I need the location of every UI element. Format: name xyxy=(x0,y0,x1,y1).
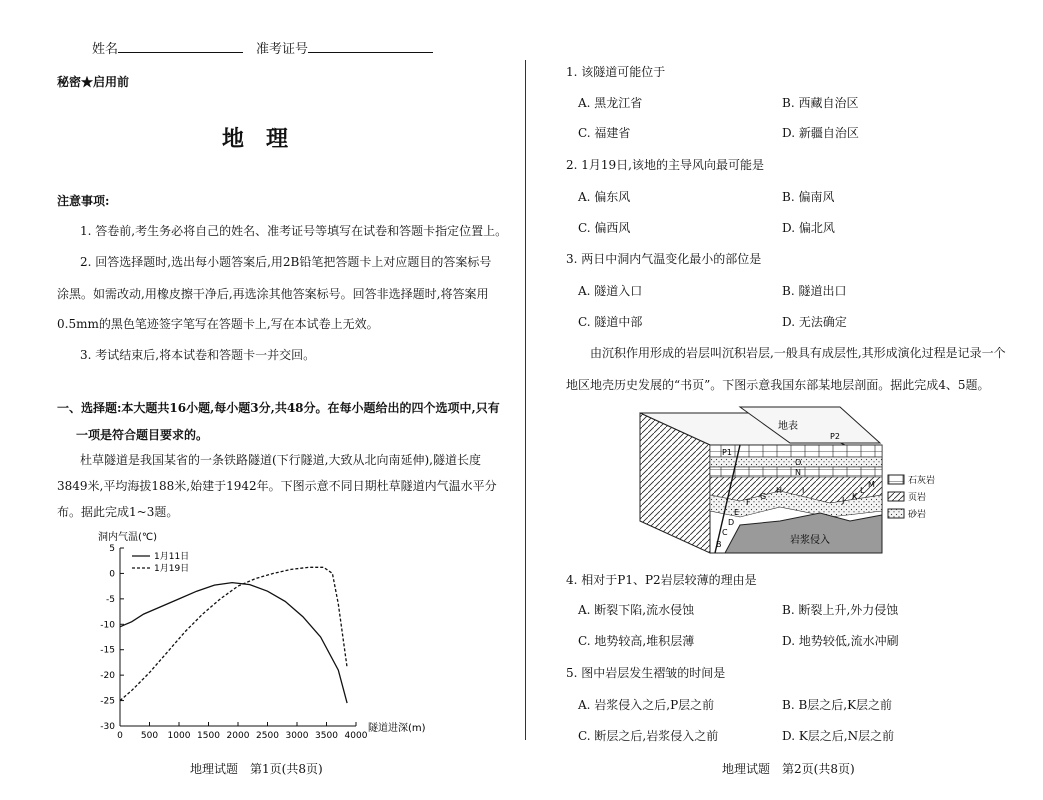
layer-label-c: C xyxy=(722,528,728,537)
y-tick-label: -10 xyxy=(100,620,115,631)
passage-line: 由沉积作用形成的岩层叫沉积岩层,一般具有成层性,其形成演化过程是记录一个 xyxy=(590,346,1006,360)
layer-label-k: K xyxy=(852,492,858,501)
notice-item: 3. 考试结束后,将本试卷和答题卡一并交回。 xyxy=(80,348,316,362)
option: A. 断裂下陷,流水侵蚀 xyxy=(578,603,695,617)
y-tick-label: -25 xyxy=(100,696,115,707)
x-tick-label: 2500 xyxy=(256,731,279,741)
x-tick-label: 0 xyxy=(117,731,123,741)
legend-label: 1月11日 xyxy=(154,552,190,562)
geologic-section-figure xyxy=(630,403,960,568)
option: B. 隧道出口 xyxy=(782,284,847,298)
option: D. 新疆自治区 xyxy=(782,126,859,140)
name-label: 姓名 xyxy=(92,42,119,57)
option: B. 断裂上升,外力侵蚀 xyxy=(782,603,899,617)
layer-label-b: B xyxy=(716,540,722,549)
layer-label-p1: P1 xyxy=(722,448,732,457)
x-tick-label: 1500 xyxy=(197,731,220,741)
y-axis-label: 洞内气温(℃) xyxy=(98,532,158,543)
legend-label: 1月19日 xyxy=(154,564,190,574)
section-heading-cont: 一项是符合题目要求的。 xyxy=(76,428,209,442)
y-tick-label: -30 xyxy=(100,722,115,732)
option: C. 地势较高,堆积层薄 xyxy=(578,634,695,648)
layer-label-e: E xyxy=(734,508,740,517)
layer-label-f: F xyxy=(746,498,751,507)
option: D. 地势较低,流水冲刷 xyxy=(782,634,899,648)
layer-label-g: G xyxy=(760,492,767,501)
layer-label-m: M xyxy=(868,480,875,489)
question-stem: 4. 相对于P1、P2岩层较薄的理由是 xyxy=(566,573,757,587)
x-tick-label: 500 xyxy=(140,731,159,741)
footer-left: 地理试题 第1页(共8页) xyxy=(190,762,323,776)
passage-line: 3849米,平均海拔188米,始建于1942年。下图示意不同日期杜草隧道内气温水平分 xyxy=(57,479,497,493)
magma-label: 岩浆侵入 xyxy=(790,535,830,546)
legend-shale-label: 页岩 xyxy=(908,493,927,503)
option: D. 偏北风 xyxy=(782,221,835,235)
question-stem: 5. 图中岩层发生褶皱的时间是 xyxy=(566,666,726,680)
y-tick-label: -5 xyxy=(106,594,115,605)
name-blank xyxy=(118,40,243,53)
notice-item: 0.5mm的黑色笔迹签字笔写在答题卡上,写在本试卷上无效。 xyxy=(57,317,379,331)
layer-label-p2: P2 xyxy=(830,432,840,441)
option: C. 偏西风 xyxy=(578,221,631,235)
layer-label-j: J xyxy=(842,496,845,505)
secret-mark: 秘密★启用前 xyxy=(57,75,130,89)
layer-p1 xyxy=(710,445,882,457)
option: B. B层之后,K层之前 xyxy=(782,698,893,712)
x-tick-label: 1000 xyxy=(167,731,191,741)
layer-label-l: L xyxy=(860,486,865,495)
legend-limestone-label: 石灰岩 xyxy=(908,476,936,486)
x-axis-label: 隧道进深(m) xyxy=(368,723,426,734)
notice-heading: 注意事项: xyxy=(57,194,110,208)
y-tick-label: -15 xyxy=(100,645,115,656)
notice-item: 涂黑。如需改动,用橡皮擦干净后,再选涂其他答案标号。回答非选择题时,将答案用 xyxy=(57,287,489,301)
question-stem: 2. 1月19日,该地的主导风向最可能是 xyxy=(566,158,764,172)
y-tick-label: 5 xyxy=(109,544,115,554)
footer-right: 地理试题 第2页(共8页) xyxy=(722,762,855,776)
layer-label-n: N xyxy=(795,468,801,477)
layer-label-h: H xyxy=(776,486,783,495)
passage-line: 杜草隧道是我国某省的一条铁路隧道(下行隧道,大致从北向南延伸),隧道长度 xyxy=(80,453,481,467)
layer-label-d: D xyxy=(728,518,735,527)
x-tick-label: 2000 xyxy=(226,731,250,741)
y-tick-label: -20 xyxy=(100,671,115,682)
section-heading: 一、选择题:本大题共16小题,每小题3分,共48分。在每小题给出的四个选项中,只有 xyxy=(57,401,500,415)
exam-no-field xyxy=(256,38,433,57)
option: B. 西藏自治区 xyxy=(782,96,859,110)
series-line-jan11 xyxy=(120,583,347,704)
option: C. 断层之后,岩浆侵入之前 xyxy=(578,729,719,743)
legend-sandstone-label: 砂岩 xyxy=(908,510,927,520)
question-stem: 1. 该隧道可能位于 xyxy=(566,65,666,79)
temperature-chart xyxy=(70,528,430,743)
layer-label-i: I xyxy=(802,486,805,495)
exam-no-label: 准考证号 xyxy=(256,42,309,57)
name-field xyxy=(92,38,243,57)
option: B. 偏南风 xyxy=(782,190,835,204)
layer-label-o: O xyxy=(795,458,802,467)
x-tick-label: 4000 xyxy=(344,731,368,741)
series-line-jan19 xyxy=(120,567,347,700)
x-tick-label: 3500 xyxy=(315,731,338,741)
passage-line: 地区地壳历史发展的“书页”。下图示意我国东部某地层剖面。据此完成4、5题。 xyxy=(566,378,990,392)
option: A. 岩浆侵入之后,P层之前 xyxy=(578,698,715,712)
notice-item: 1. 答卷前,考生务必将自己的姓名、准考证号等填写在试卷和答题卡指定位置上。 xyxy=(80,224,508,238)
option: C. 隧道中部 xyxy=(578,315,643,329)
legend-limestone-swatch xyxy=(888,475,904,484)
option: D. K层之后,N层之前 xyxy=(782,729,895,743)
option: D. 无法确定 xyxy=(782,315,847,329)
notice-item: 2. 回答选择题时,选出每小题答案后,用2B铅笔把答题卡上对应题目的答案标号 xyxy=(80,255,492,269)
option: A. 隧道入口 xyxy=(578,284,643,298)
option: A. 偏东风 xyxy=(578,190,631,204)
legend-shale-swatch xyxy=(888,492,904,501)
question-stem: 3. 两日中洞内气温变化最小的部位是 xyxy=(566,252,762,266)
exam-no-blank xyxy=(308,40,433,53)
legend-sandstone-swatch xyxy=(888,509,904,518)
page-title: 地 理 xyxy=(222,126,289,152)
surface-label: 地表 xyxy=(778,421,798,432)
x-tick-label: 3000 xyxy=(285,731,309,741)
option: A. 黑龙江省 xyxy=(578,96,643,110)
passage-line: 布。据此完成1~3题。 xyxy=(57,505,179,519)
page-divider xyxy=(525,60,526,740)
y-tick-label: 0 xyxy=(109,569,115,580)
option: C. 福建省 xyxy=(578,126,631,140)
